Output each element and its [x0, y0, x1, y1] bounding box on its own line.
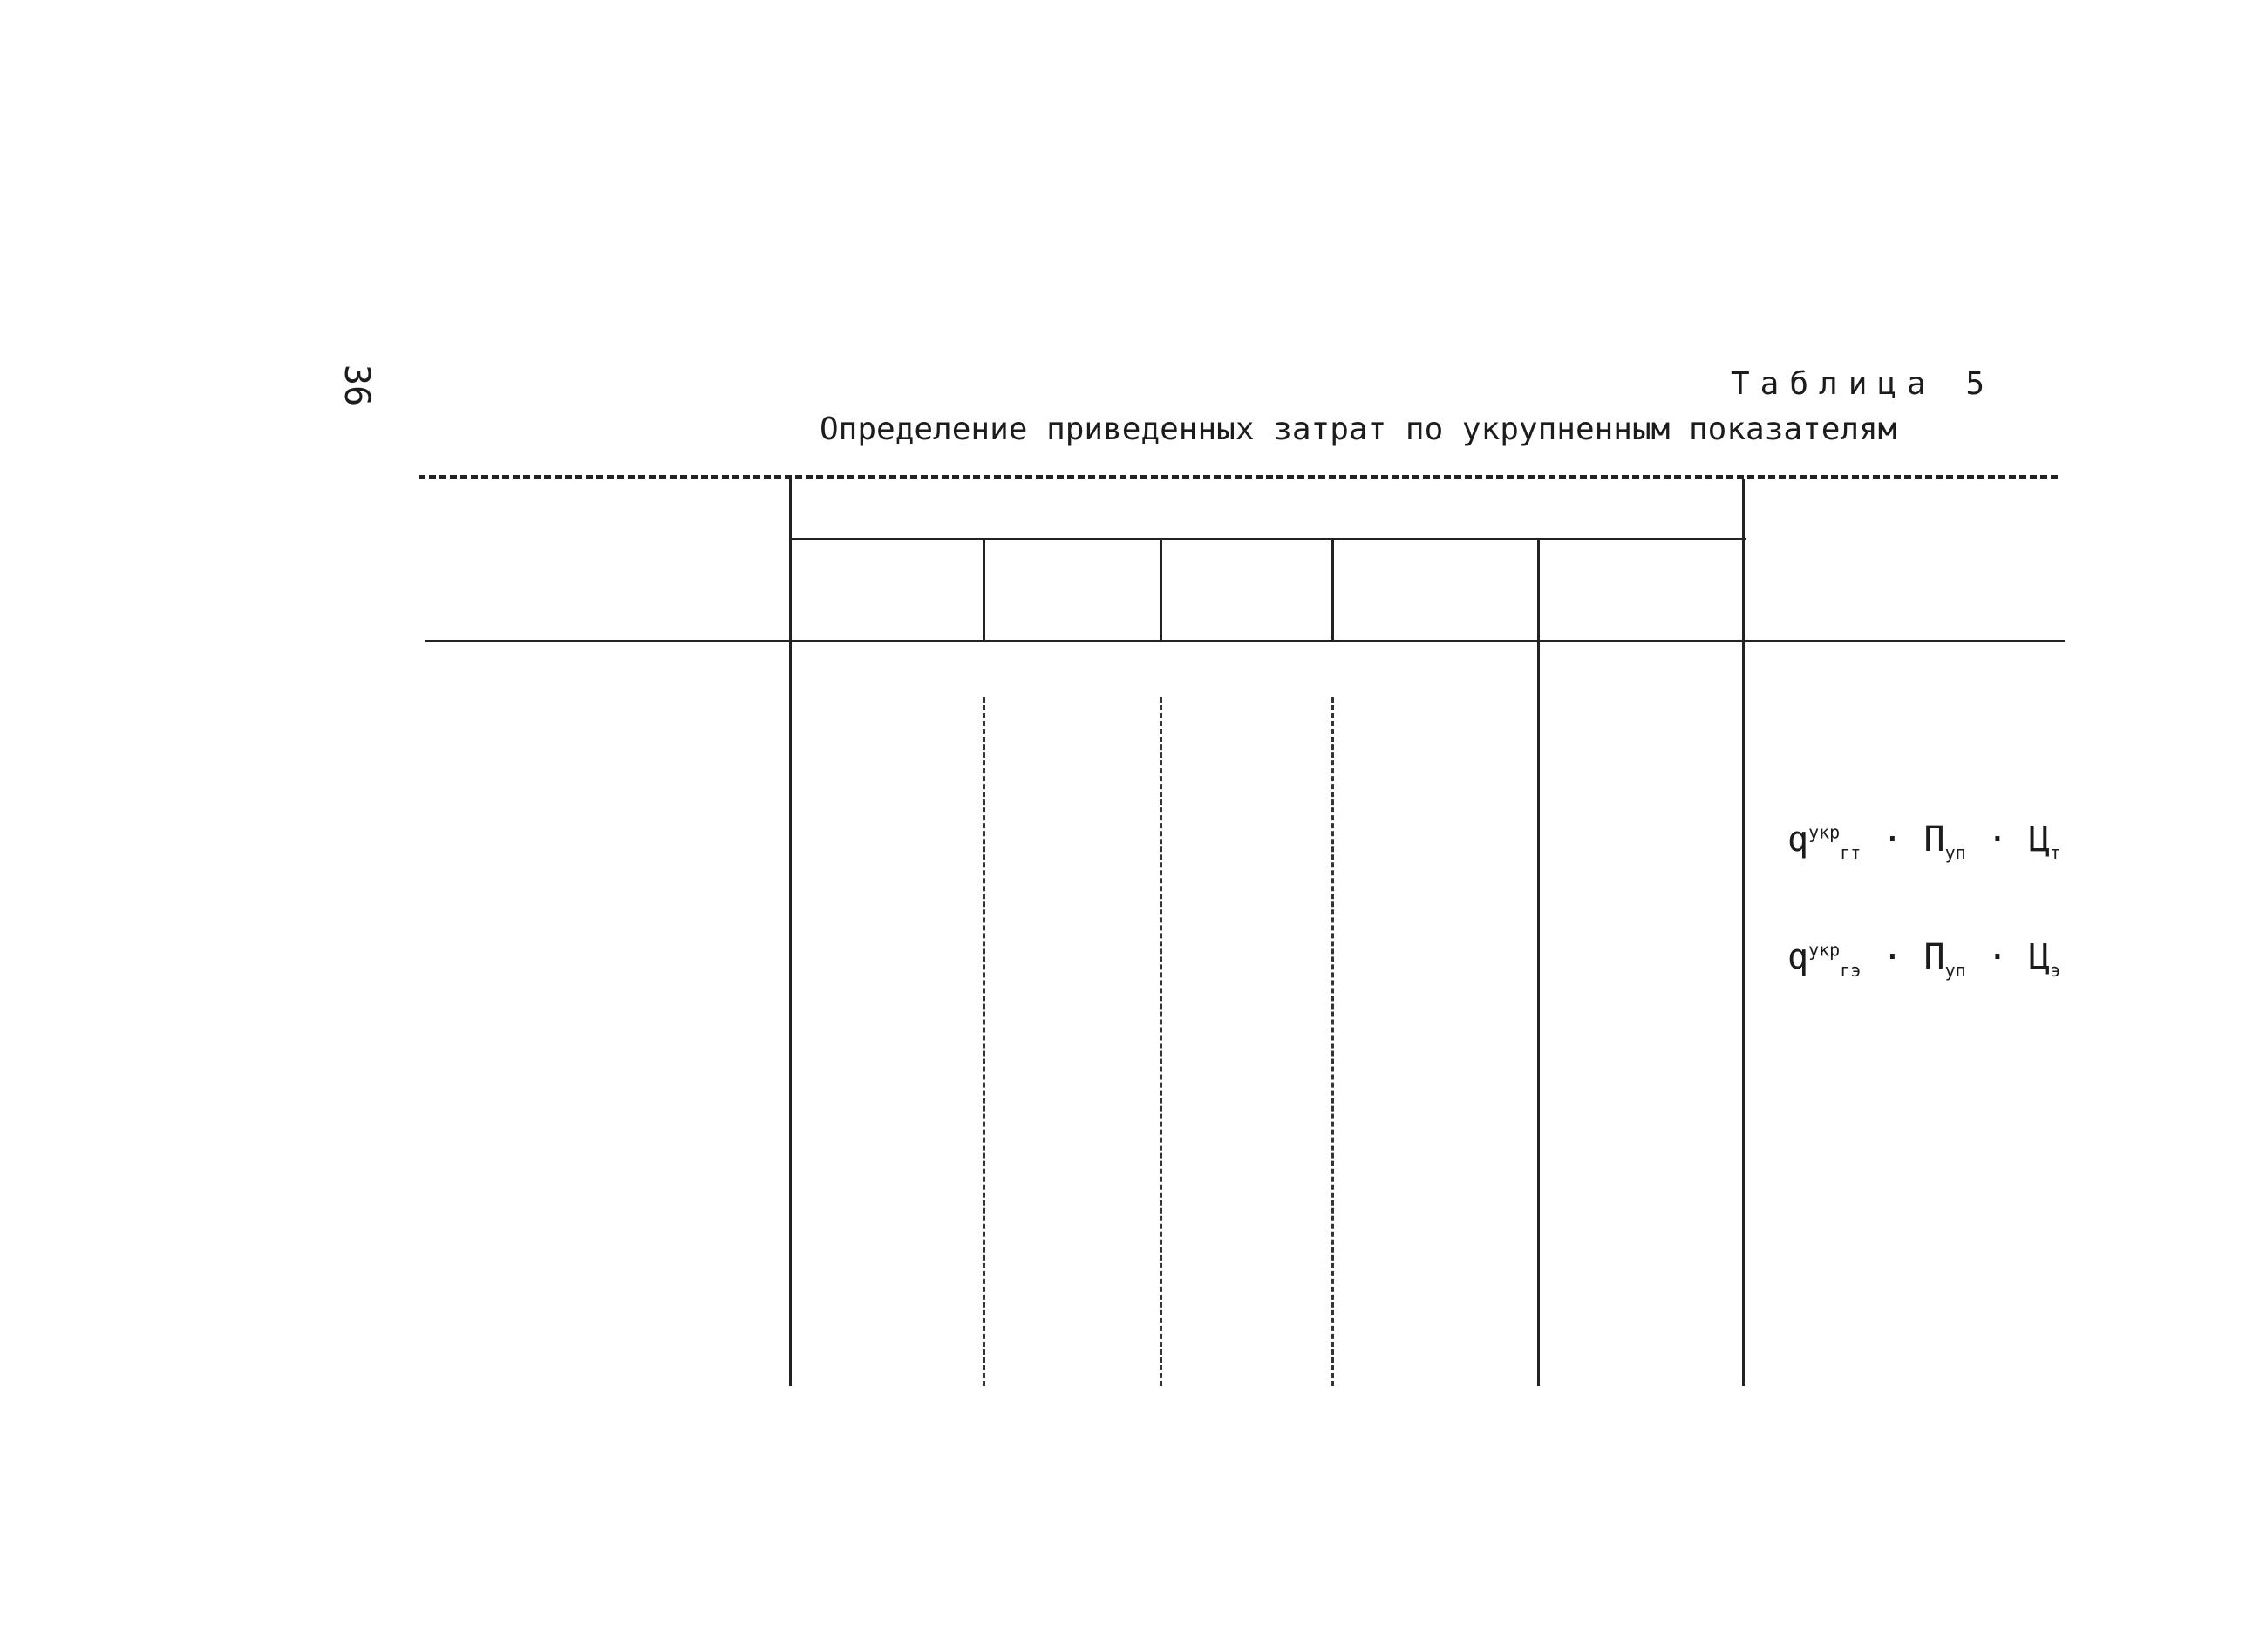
formula-part: э [2050, 960, 2061, 981]
formula-part: q [1787, 819, 1809, 860]
row-formula [1787, 819, 2060, 863]
formula-part: · П [1861, 819, 1945, 860]
formula-part: · П [1861, 937, 1945, 977]
data-sep-3 [1331, 697, 1334, 1386]
formula-part: т [2050, 842, 2061, 863]
formula-part: · Ц [1965, 937, 2051, 977]
formula-part: укр [1808, 939, 1841, 961]
formula-part: укр [1808, 821, 1841, 843]
col-line-1 [789, 479, 792, 1386]
formula-part: уп [1944, 960, 1966, 981]
formula-part: q [1787, 937, 1809, 977]
data-sep-1 [983, 697, 985, 1386]
formula-part: гэ [1840, 960, 1862, 981]
col-line-6 [1742, 479, 1745, 1386]
table-label: Таблица 5 [1731, 366, 1996, 402]
data-sep-2 [1160, 697, 1162, 1386]
formula-part: уп [1944, 842, 1966, 863]
row-formula [1787, 937, 2060, 981]
formula-part: · Ц [1965, 819, 2051, 860]
col-line-4 [1331, 540, 1334, 641]
formula-part: гт [1840, 842, 1862, 863]
page-number: 36 [337, 364, 377, 407]
group-sub-rule [789, 538, 1746, 540]
header-bottom-rule [425, 640, 2065, 642]
col-line-2 [983, 540, 985, 641]
table-top-rule [419, 475, 2058, 479]
col-line-5 [1537, 540, 1540, 1386]
table-title: Определение приведенных затрат по укрупненным показателям [820, 411, 1897, 447]
col-line-3 [1160, 540, 1162, 641]
